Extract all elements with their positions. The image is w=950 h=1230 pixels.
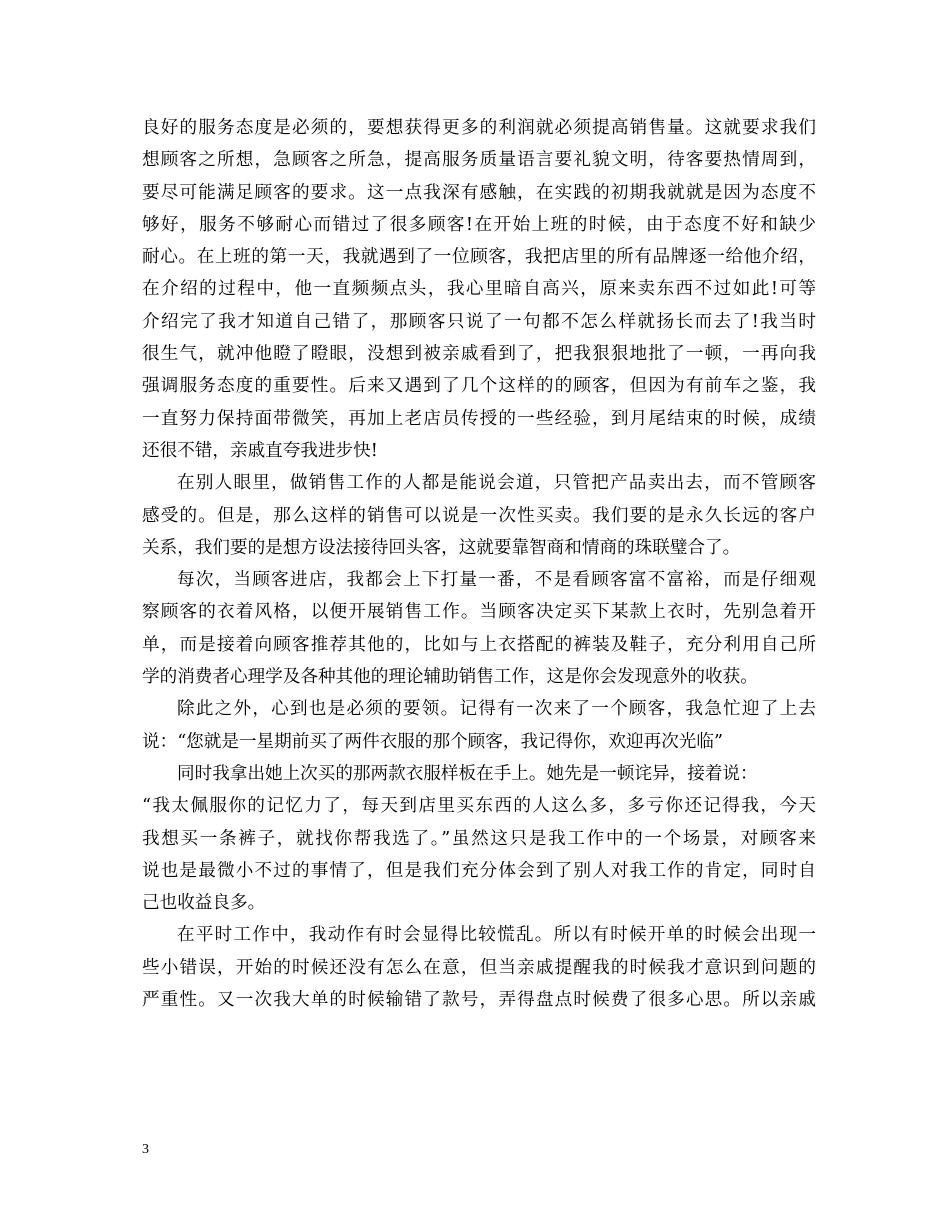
text-line: 些小错误，开始的时候还没有怎么在意，但当亲戚提醒我的时候我才意识到问题的 bbox=[142, 957, 816, 978]
text-line: 同时我拿出她上次买的那两款衣服样板在手上。她先是一顿诧异，接着说： bbox=[177, 763, 758, 784]
text-line: 一直努力保持面带微笑，再加上老店员传授的一些经验，到月尾结束的时候，成绩 bbox=[142, 408, 816, 429]
text-line: 说也是最微小不过的事情了，但是我们充分体会到了别人对我工作的肯定，同时自 bbox=[142, 860, 816, 881]
text-line: 够好，服务不够耐心而错过了很多顾客!在开始上班的时候，由于态度不好和缺少 bbox=[142, 214, 816, 235]
text-line: 每次，当顾客进店，我都会上下打量一番，不是看顾客富不富裕，而是仔细观 bbox=[177, 570, 816, 591]
text-line: 良好的服务态度是必须的，要想获得更多的利润就必须提高销售量。这就要求我们 bbox=[142, 118, 816, 138]
page-number: 3 bbox=[142, 1142, 149, 1157]
text-line: 耐心。在上班的第一天，我就遇到了一位顾客，我把店里的所有品牌逐一给他介绍， bbox=[142, 247, 816, 268]
text-line: 介绍完了我才知道自己错了，那顾客只说了一句都不怎么样就扬长而去了!我当时 bbox=[142, 311, 816, 332]
body-text bbox=[142, 112, 816, 1016]
text-line: 想顾客之所想，急顾客之所急，提高服务质量语言要礼貌文明，待客要热情周到， bbox=[142, 150, 816, 171]
text-line: 关系，我们要的是想方设法接待回头客，这就要靠智商和情商的珠联璧合了。 bbox=[142, 537, 741, 558]
text-line: 我想买一条裤子，就找你帮我选了。”虽然这只是我工作中的一个场景，对顾客来 bbox=[142, 828, 816, 849]
text-line: 学的消费者心理学及各种其他的理论辅助销售工作，这是你会发现意外的收获。 bbox=[142, 667, 758, 688]
text-line: 还很不错，亲戚直夸我进步快! bbox=[142, 440, 378, 461]
text-line: 感受的。但是，那么这样的销售可以说是一次性买卖。我们要的是永久长远的客户 bbox=[142, 505, 816, 526]
text-line: 除此之外，心到也是必须的要领。记得有一次来了一个顾客，我急忙迎了上去 bbox=[177, 699, 816, 720]
text-line: 很生气，就冲他瞪了瞪眼，没想到被亲戚看到了，把我狠狠地批了一顿，一再向我 bbox=[142, 344, 816, 365]
text-line: 要尽可能满足顾客的要求。这一点我深有感触，在实践的初期我就就是因为态度不 bbox=[142, 182, 816, 203]
text-line: 己也收益良多。 bbox=[142, 893, 266, 914]
text-line: 在介绍的过程中，他一直频频点头，我心里暗自高兴，原来卖东西不过如此!可等 bbox=[142, 279, 816, 300]
text-line: 严重性。又一次我大单的时候输错了款号，弄得盘点时候费了很多心思。所以亲戚 bbox=[142, 990, 816, 1011]
text-line: 单，而是接着向顾客推荐其他的，比如与上衣搭配的裤装及鞋子，充分利用自己所 bbox=[142, 634, 816, 655]
text-line: 在别人眼里，做销售工作的人都是能说会道，只管把产品卖出去，而不管顾客 bbox=[177, 473, 816, 494]
text-line: 在平时工作中，我动作有时会显得比较慌乱。所以有时候开单的时候会出现一 bbox=[177, 925, 816, 946]
text-line: 察顾客的衣着风格，以便开展销售工作。当顾客决定买下某款上衣时，先别急着开 bbox=[142, 602, 816, 623]
text-line: 说：“您就是一星期前买了两件衣服的那个顾客，我记得你，欢迎再次光临” bbox=[142, 731, 723, 752]
text-line: 强调服务态度的重要性。后来又遇到了几个这样的的顾客，但因为有前车之鉴，我 bbox=[142, 376, 816, 397]
text-line: “我太佩服你的记忆力了，每天到店里买东西的人这么多，多亏你还记得我，今天 bbox=[142, 796, 816, 817]
